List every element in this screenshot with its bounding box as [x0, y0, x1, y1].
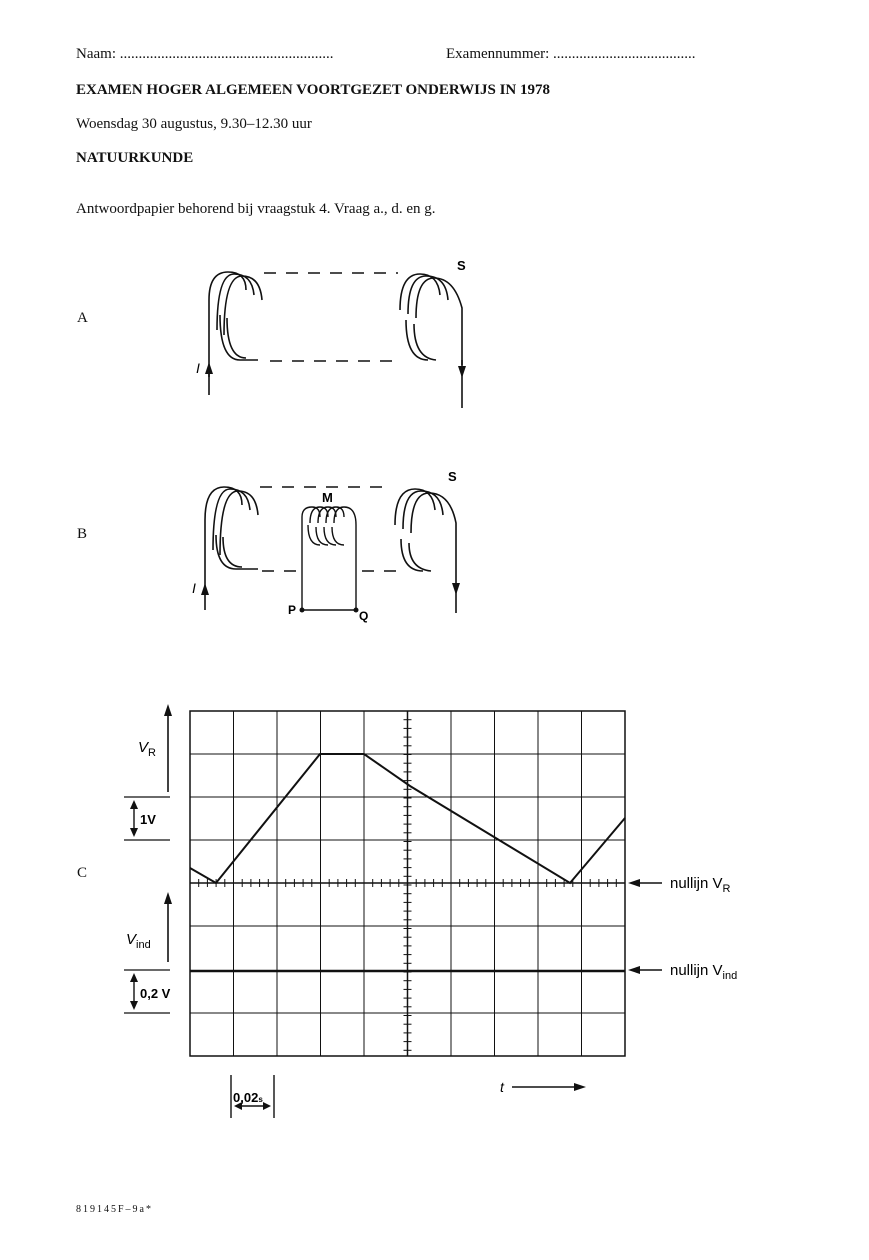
nullijn-vind-label: nullijn $V_{ind}$	[670, 962, 738, 982]
examennummer-field: Examennummer: ......................................	[446, 46, 696, 62]
vind-scale-label: 0,2 V	[140, 986, 171, 1001]
nullijn-vr-label: nullijn $V_R$	[670, 875, 731, 895]
nullijn-vind-arrow-icon	[628, 966, 640, 974]
vr-scale-label: 1V	[140, 812, 156, 827]
solenoid-dashed-outline	[264, 273, 402, 361]
vind-axis-label: $V_{ind}$	[126, 931, 151, 951]
vr-axis-label: $V_R$	[138, 739, 156, 759]
coil-label-m: M	[322, 490, 333, 505]
terminal-p-dot-icon	[300, 608, 305, 613]
time-scale-right-arrow-icon	[263, 1102, 271, 1110]
terminal-label-q: Q	[359, 609, 369, 623]
terminal-label-p: P	[288, 603, 297, 617]
vr-arrow-icon	[164, 704, 172, 716]
scale-up-arrow-icon	[130, 800, 138, 809]
current-arrow-out-icon	[452, 583, 460, 595]
terminal-q-dot-icon	[354, 608, 359, 613]
naam-field: Naam: .........................................................	[76, 46, 334, 62]
document-code: 819145F–9a*	[76, 1204, 153, 1215]
exam-date-time: Woensdag 30 augustus, 9.30–12.30 uur	[76, 116, 312, 132]
solenoid-left-windings	[209, 272, 262, 377]
exam-title: EXAMEN HOGER ALGEMEEN VOORTGEZET ONDERWIJS IN 1978	[76, 82, 551, 98]
vind-arrow-icon	[164, 892, 172, 904]
current-label-b: I	[192, 580, 196, 596]
section-label-b: B	[77, 526, 88, 542]
current-arrow-in-icon	[201, 583, 209, 595]
time-axis-label: t	[500, 1079, 504, 1095]
solenoid-right-windings	[400, 274, 462, 365]
nullijn-vr-arrow-icon	[628, 879, 640, 887]
figure-b-solenoid-with-coil	[180, 465, 500, 625]
current-arrow-in-icon	[205, 362, 213, 374]
figure-a-solenoid	[180, 250, 500, 415]
section-label-c: C	[77, 865, 88, 881]
current-label-a: I	[196, 360, 200, 376]
section-label-a: A	[77, 310, 88, 326]
figure-c-oscilloscope	[110, 700, 790, 1140]
time-arrow-icon	[574, 1083, 586, 1091]
current-arrow-out-icon	[458, 366, 466, 378]
instruction-text: Antwoordpapier behorend bij vraagstuk 4. Vraag a., d. en g.	[76, 201, 436, 217]
inner-coil-m	[302, 507, 356, 610]
scale-down-arrow-icon	[130, 828, 138, 837]
time-scale-label: 0,02s	[233, 1090, 263, 1105]
subject-title: NATUURKUNDE	[76, 150, 194, 166]
end-label-s-a: S	[457, 258, 466, 273]
end-label-s-b: S	[448, 469, 457, 484]
